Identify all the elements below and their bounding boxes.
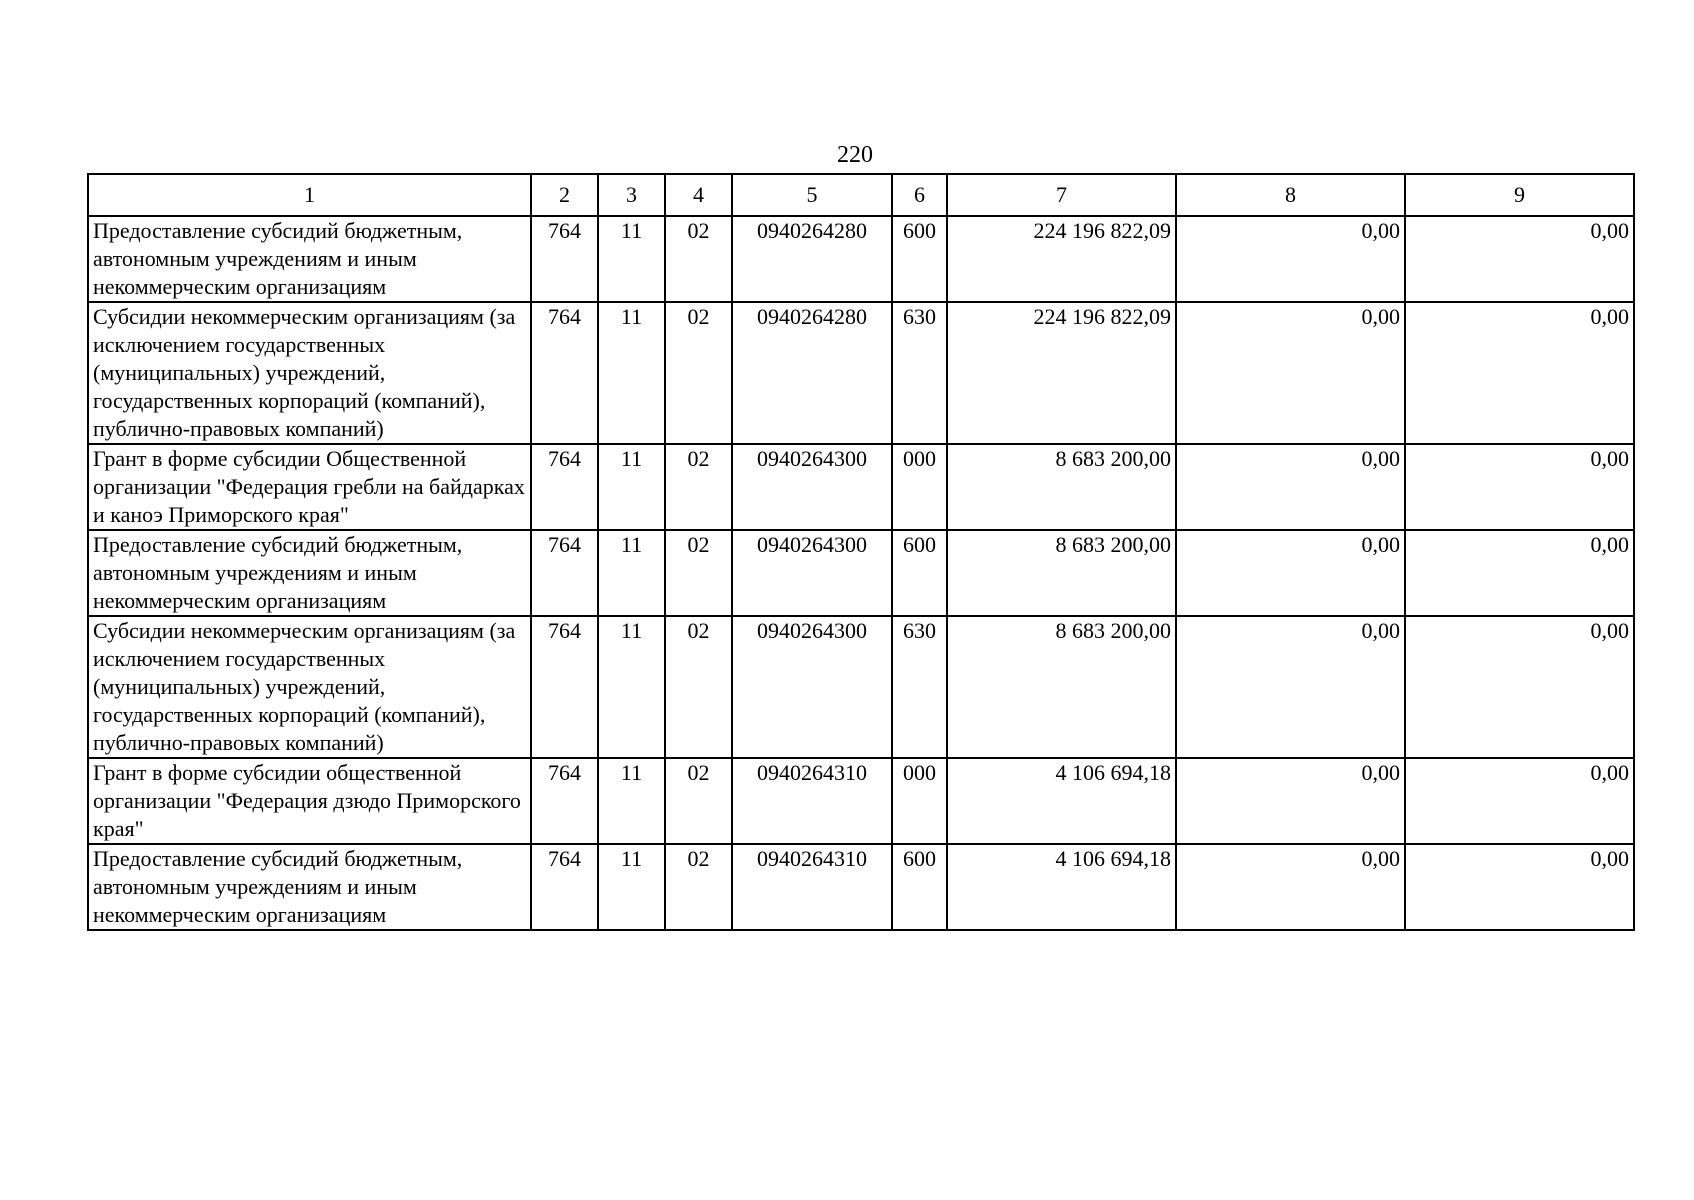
code-cell: 11 <box>598 444 665 530</box>
code-cell: 02 <box>665 758 732 844</box>
code-cell: 764 <box>531 444 598 530</box>
amount-cell: 0,00 <box>1405 530 1634 616</box>
column-header: 3 <box>598 174 665 216</box>
column-header: 9 <box>1405 174 1634 216</box>
code-cell: 11 <box>598 302 665 444</box>
table-row <box>88 302 1634 444</box>
column-header: 5 <box>732 174 892 216</box>
amount-cell: 0,00 <box>1176 530 1405 616</box>
amount-cell: 0,00 <box>1405 758 1634 844</box>
table-row <box>88 530 1634 616</box>
code-cell: 630 <box>892 616 947 758</box>
amount-cell: 4 106 694,18 <box>947 758 1176 844</box>
code-cell: 764 <box>531 530 598 616</box>
table-row <box>88 444 1634 530</box>
amount-cell: 4 106 694,18 <box>947 844 1176 930</box>
code-cell: 764 <box>531 616 598 758</box>
column-header: 1 <box>88 174 531 216</box>
amount-cell: 0,00 <box>1176 302 1405 444</box>
table-row <box>88 616 1634 758</box>
code-cell: 0940264300 <box>732 616 892 758</box>
row-name: Грант в форме субсидии общественной организации "Федерация дзюдо Приморского края" <box>88 758 531 844</box>
code-cell: 764 <box>531 844 598 930</box>
code-cell: 02 <box>665 616 732 758</box>
amount-cell: 0,00 <box>1176 844 1405 930</box>
column-header: 2 <box>531 174 598 216</box>
page-number: 220 <box>837 142 873 168</box>
code-cell: 11 <box>598 530 665 616</box>
code-cell: 000 <box>892 758 947 844</box>
amount-cell: 0,00 <box>1405 216 1634 302</box>
code-cell: 0940264310 <box>732 844 892 930</box>
column-header: 8 <box>1176 174 1405 216</box>
row-name: Предоставление субсидий бюджетным, автономным учреждениям и иным некоммерческим организациям <box>88 530 531 616</box>
code-cell: 0940264280 <box>732 216 892 302</box>
amount-cell: 0,00 <box>1176 616 1405 758</box>
code-cell: 600 <box>892 216 947 302</box>
amount-cell: 0,00 <box>1405 444 1634 530</box>
code-cell: 02 <box>665 216 732 302</box>
code-cell: 764 <box>531 216 598 302</box>
table-row <box>88 758 1634 844</box>
amount-cell: 0,00 <box>1405 616 1634 758</box>
code-cell: 11 <box>598 758 665 844</box>
budget-table <box>87 173 1635 931</box>
code-cell: 764 <box>531 758 598 844</box>
amount-cell: 0,00 <box>1176 758 1405 844</box>
code-cell: 630 <box>892 302 947 444</box>
column-header: 6 <box>892 174 947 216</box>
code-cell: 02 <box>665 302 732 444</box>
row-name: Предоставление субсидий бюджетным, автономным учреждениям и иным некоммерческим организациям <box>88 216 531 302</box>
row-name: Субсидии некоммерческим организациям (за исключением государственных (муниципальных) учреждений, государственных корпораций (компаний), публично-правовых компаний) <box>88 302 531 444</box>
code-cell: 0940264310 <box>732 758 892 844</box>
column-header: 4 <box>665 174 732 216</box>
amount-cell: 8 683 200,00 <box>947 616 1176 758</box>
code-cell: 600 <box>892 530 947 616</box>
amount-cell: 224 196 822,09 <box>947 216 1176 302</box>
code-cell: 11 <box>598 844 665 930</box>
row-name: Грант в форме субсидии Общественной организации "Федерация гребли на байдарках и каноэ Приморского края" <box>88 444 531 530</box>
code-cell: 600 <box>892 844 947 930</box>
amount-cell: 8 683 200,00 <box>947 444 1176 530</box>
code-cell: 0940264300 <box>732 530 892 616</box>
header-row <box>88 174 1634 216</box>
code-cell: 0940264300 <box>732 444 892 530</box>
table-row <box>88 844 1634 930</box>
code-cell: 02 <box>665 444 732 530</box>
column-header: 7 <box>947 174 1176 216</box>
code-cell: 11 <box>598 216 665 302</box>
amount-cell: 0,00 <box>1405 844 1634 930</box>
code-cell: 02 <box>665 844 732 930</box>
row-name: Субсидии некоммерческим организациям (за исключением государственных (муниципальных) учреждений, государственных корпораций (компаний), публично-правовых компаний) <box>88 616 531 758</box>
code-cell: 11 <box>598 616 665 758</box>
table-row <box>88 216 1634 302</box>
code-cell: 0940264280 <box>732 302 892 444</box>
code-cell: 764 <box>531 302 598 444</box>
amount-cell: 0,00 <box>1176 216 1405 302</box>
row-name: Предоставление субсидий бюджетным, автономным учреждениям и иным некоммерческим организациям <box>88 844 531 930</box>
amount-cell: 0,00 <box>1405 302 1634 444</box>
amount-cell: 8 683 200,00 <box>947 530 1176 616</box>
amount-cell: 0,00 <box>1176 444 1405 530</box>
code-cell: 000 <box>892 444 947 530</box>
code-cell: 02 <box>665 530 732 616</box>
amount-cell: 224 196 822,09 <box>947 302 1176 444</box>
